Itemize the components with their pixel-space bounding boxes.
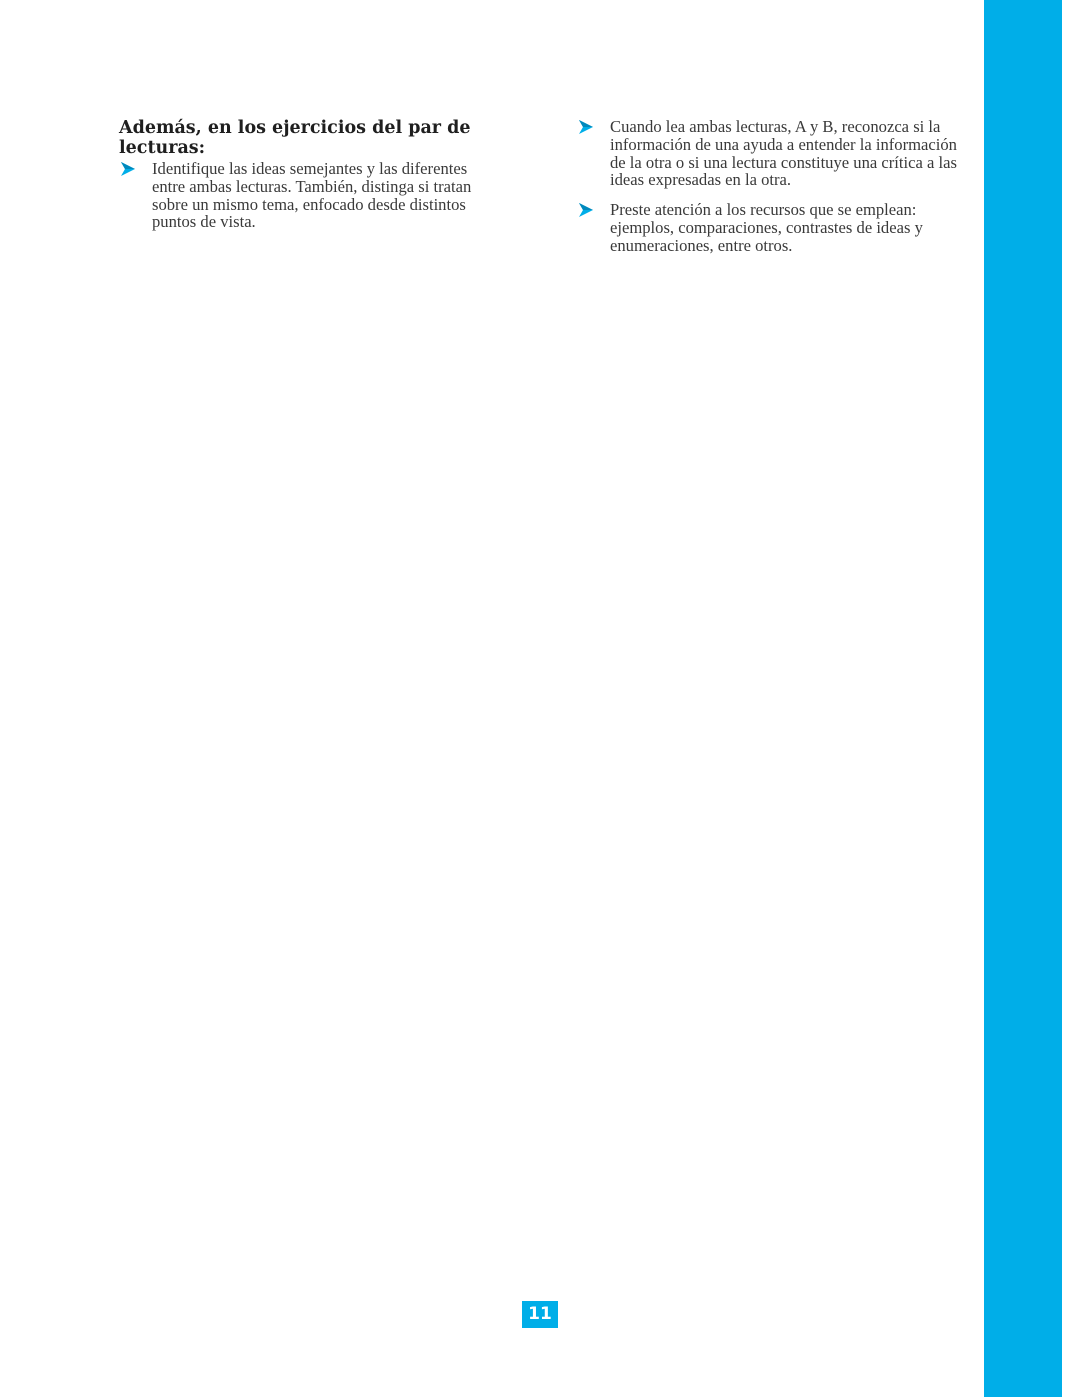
list-item <box>119 160 489 231</box>
bullet-list <box>119 160 489 231</box>
bullet-list <box>577 118 962 255</box>
list-item <box>577 118 962 189</box>
arrow-bullet-icon <box>120 161 136 177</box>
list-item-text: Preste atención a los recursos que se emplean: ejemplos, comparaciones, contrastes de ideas y enumeraciones, entre otros. <box>610 200 923 255</box>
side-color-band <box>984 0 1062 1397</box>
list-item <box>577 201 962 254</box>
left-column <box>119 118 489 231</box>
arrow-bullet-icon <box>578 119 594 135</box>
list-item-text: Identifique las ideas semejantes y las diferentes entre ambas lecturas. También, distinga si tratan sobre un mismo tema, enfocado desde distintos puntos de vista. <box>152 159 472 232</box>
page-number: 11 <box>522 1301 558 1328</box>
right-column <box>577 118 962 255</box>
arrow-bullet-icon <box>578 202 594 218</box>
section-heading: Además, en los ejercicios del par de lecturas: <box>119 118 471 158</box>
list-item-text: Cuando lea ambas lecturas, A y B, reconozca si la información de una ayuda a entender la información de la otra o si una lectura constituye una crítica a las ideas expresadas en la otra. <box>610 117 957 190</box>
